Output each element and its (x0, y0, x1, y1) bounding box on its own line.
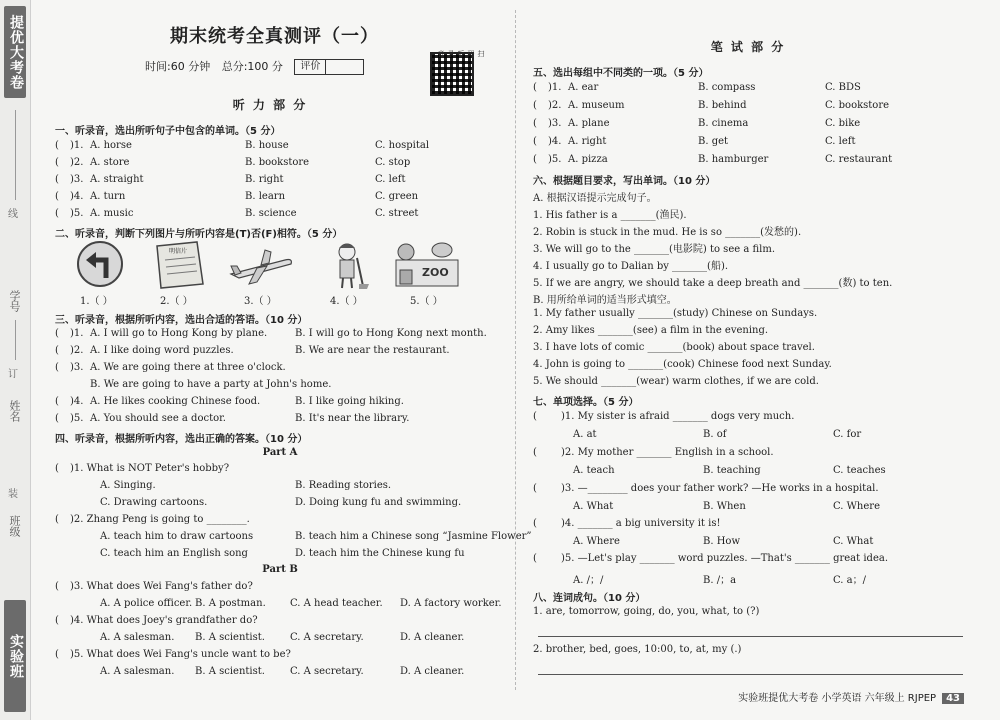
column-divider (515, 10, 516, 690)
answer-paren[interactable]: ( (55, 463, 59, 474)
answer-paren[interactable]: ( (55, 615, 59, 626)
answer-paren[interactable]: ( (533, 553, 537, 564)
section-1-title: 一、听录音，选出所听句子中包含的单词。（5 分） (55, 126, 281, 137)
postcard-icon (147, 240, 207, 290)
listening-heading: 听 力 部 分 (232, 98, 308, 112)
page-number: 43 (942, 693, 964, 704)
spine-seal-zhuang: 装 (8, 489, 18, 500)
spine-brand-top: 提优大考卷 (4, 6, 26, 98)
spine-field-class: 班级 (8, 515, 21, 537)
answer-paren[interactable]: ( (533, 100, 537, 111)
turn-left-sign-icon (72, 240, 132, 290)
spine-field-id: 学号 (8, 290, 21, 312)
answer-paren[interactable]: ( (55, 649, 59, 660)
footer-text: 实验班提优大考卷 小学英语 六年级上 RJPEP (738, 693, 937, 704)
exam-meta (145, 58, 372, 75)
list-item[interactable]: 5. We should _______(wear) warm clothes, if we are cold. (533, 376, 819, 387)
answer-paren[interactable]: ( (55, 581, 59, 592)
picture-label[interactable]: 1.（ ） (80, 296, 113, 307)
eval-label: 评价 (295, 59, 326, 75)
list-item[interactable]: 3. I have lots of comic _______(book) about space travel. (533, 342, 815, 353)
answer-paren[interactable]: ( (55, 174, 59, 185)
answer-paren[interactable]: ( (55, 413, 59, 424)
answer-paren[interactable]: ( (55, 514, 59, 525)
qr-caption: 扫码听录音 (437, 50, 485, 57)
list-item[interactable]: 1. His father is a _______(渔民). (533, 210, 687, 221)
section-7-title: 七、单项选择。（5 分） (533, 397, 639, 408)
exam-time: 时间:60 分钟 (145, 60, 211, 73)
answer-paren[interactable]: ( (533, 411, 537, 422)
part-b-heading: Part B (262, 564, 298, 575)
answer-paren[interactable]: ( (55, 140, 59, 151)
answer-paren[interactable]: ( (55, 191, 59, 202)
picture-label[interactable]: 2.（ ） (160, 296, 193, 307)
answer-paren[interactable]: ( (55, 328, 59, 339)
answer-paren[interactable]: ( (533, 518, 537, 529)
airplane-icon (227, 240, 297, 290)
list-item[interactable]: 3. We will go to the _______(电影院) to see a film. (533, 244, 776, 255)
section-6-title: 六、根据题目要求，写出单词。（10 分） (533, 176, 716, 187)
part-a-heading: Part A (262, 447, 298, 458)
zoo-icon (392, 240, 462, 290)
spine-line (15, 320, 16, 360)
answer-paren[interactable]: ( (55, 157, 59, 168)
person-sweeping-icon (317, 240, 377, 290)
qr-code-icon (430, 52, 474, 96)
eval-box[interactable] (294, 59, 364, 75)
picture-label[interactable]: 3.（ ） (244, 296, 277, 307)
answer-paren[interactable]: ( (55, 362, 59, 373)
answer-paren[interactable]: ( (55, 345, 59, 356)
binding-spine (0, 0, 31, 720)
list-item[interactable]: 1. My father usually _______(study) Chinese on Sundays. (533, 308, 818, 319)
list-item: 2. brother, bed, goes, 10:00, to, at, my (.) (533, 644, 742, 655)
picture-label[interactable]: 4.（ ） (330, 296, 363, 307)
answer-paren[interactable]: ( (533, 447, 537, 458)
answer-paren[interactable]: ( (533, 154, 537, 165)
page-footer (738, 689, 964, 704)
section-3-title: 三、听录音，根据所听内容，选出合适的答语。（10 分） (55, 315, 308, 326)
writing-heading: 笔 试 部 分 (710, 40, 786, 54)
list-item[interactable]: 5. If we are angry, we should take a deep breath and _______(数) to ten. (533, 278, 893, 289)
spine-brand-bottom: 实验班 (4, 600, 26, 712)
list-item[interactable]: 2. Robin is stuck in the mud. He is so _______(发愁的). (533, 227, 802, 238)
section-6-sub-a: A. 根据汉语提示完成句子。 (533, 193, 657, 204)
answer-paren[interactable]: ( (55, 396, 59, 407)
list-item[interactable]: 4. I usually go to Dalian by _______(船). (533, 261, 729, 272)
section-5-title: 五、选出每组中不同类的一项。（5 分） (533, 68, 709, 79)
exam-page: 提优大考卷 线 学号 订 姓名 装 班级 实验班 期末统考全真测评（一） 时间:60 分钟 总分:100 分 评价 扫码听录音 听 力 部 分 一、听录音，选出所听句子中包含的单词。（5 分） ( )1. A. horse B. house C. hospital ( )2. A. store B. bookstore C. stop ( )3. A. straight B. right C. left ( )4. A. turn B. learn C. green ( )5. A. music B. science C. street 二、听录音，判断下列图片与所听内容是(T)否(F)相符。（5 分） 明信片 ZOO 1.（ ） 2.（ ） 3.（ ） 4.（ ） 5.（ ） 三、听录音，根据所听内容，选出合适的答语。（10 分） ( )1. A. I will go to Hong Kong by plane. B. I will go to Hong Kong next month. ( )2. A. I like doing word puzzles. B. We are near the restaurant. ( )3. A. We are going there at three o'clock. B. We are going to have a party at John's home. ( )4. A. He likes cooking Chinese food. B. I like going hiking. ( )5. A. You should see a doctor. B. It's near the library. 四、听录音，根据所听内容，选出正确的答案。（10 分） Part A ( )1. What is NOT Peter's hobby? A. Singing. B. Reading stories. C. Drawing cartoons. D. Doing kung fu and swimming. ( )2. Zhang Peng is going to ________. A. teach him to draw cartoons B. teach him a Chinese song “Jasmine Flower” C. teach him an English song D. teach him the Chinese kung fu Part B ( )3. What does Wei Fang's father do? A. A police officer. B. A postman. C. A head teacher. D. A factory worker. ( )4. What does Joey's grandfather do? A. A salesman. B. A scientist. C. A secretary. D. A cleaner. ( )5. What does Wei Fang's uncle want to be? A. A salesman. B. A scientist. C. A secretary. D. A cleaner. 笔 试 部 分 五、选出每组中不同类的一项。（5 分） ( )1. A. ear B. compass C. BDS ( )2. A. museum B. behind C. bookstore ( )3. A. plane B. cinema C. bike ( )4. A. right B. get C. left ( )5. A. pizza B. hamburger C. restaurant 六、根据题目要求，写出单词。（10 分） A. 根据汉语提示完成句子。 1. His father is a _______(渔民). 2. Robin is stuck in the mud. He is so _______(发愁的). 3. We will go to the _______(电影院) to see a film. 4. I usually go to Dalian by _______(船). 5. If we are angry, we should take a deep breath and _______(数) to ten. B. 用所给单词的适当形式填空。 1. My father usually _______(study) Chinese on Sundays. 2. Amy likes _______(see) a film in the evening. 3. I have lots of comic _______(book) about space travel. 4. John is going to _______(cook) Chinese food next Sunday. 5. We should _______(wear) warm clothes, if we are cold. 七、单项选择。（5 分） ( )1. My sister is afraid _______ dogs very much. A. at B. of C. for ( )2. My mother _______ English in a school. A. teach B. teaching C. teaches ( )3. —________ does your father work? —He works in a hospital. A. What B. When C. Where ( )4. _______ a big university it is! A. Where B. How C. What ( )5. —Let's play _______ word puzzles. —That's _______ great idea. A. /；/ B. /；a C. a；/ 八、连词成句。（10 分） 1. are, tomorrow, going, do, you, what, to (?) 2. brother, bed, goes, 10:00, to, at, my (.) 实验班提优大考卷 小学英语 六年级上 RJPEP 43 (0, 0, 1000, 720)
answer-paren[interactable]: ( (533, 483, 537, 494)
spine-field-name: 姓名 (8, 400, 21, 422)
svg-text:明信片: 明信片 (169, 248, 188, 255)
spine-line (15, 110, 16, 200)
answer-line[interactable] (538, 674, 963, 675)
list-item[interactable]: 2. Amy likes _______(see) a film in the evening. (533, 325, 769, 336)
section-2-title: 二、听录音，判断下列图片与所听内容是(T)否(F)相符。（5 分） (55, 229, 343, 240)
exam-total: 总分:100 分 (221, 60, 283, 73)
answer-paren[interactable]: ( (55, 208, 59, 219)
spine-seal-xian: 线 (8, 209, 18, 220)
answer-paren[interactable]: ( (533, 118, 537, 129)
answer-paren[interactable]: ( (533, 136, 537, 147)
svg-text:ZOO: ZOO (422, 266, 449, 279)
section-6-sub-b: B. 用所给单词的适当形式填空。 (533, 295, 677, 306)
list-item[interactable]: 4. John is going to _______(cook) Chinese food next Sunday. (533, 359, 832, 370)
picture-row (72, 240, 492, 310)
spine-seal-ding: 订 (8, 369, 18, 380)
section-8-title: 八、连词成句。（10 分） (533, 593, 646, 604)
answer-paren[interactable]: ( (533, 82, 537, 93)
picture-label[interactable]: 5.（ ） (410, 296, 443, 307)
list-item: 1. are, tomorrow, going, do, you, what, to (?) (533, 606, 760, 617)
answer-line[interactable] (538, 636, 963, 637)
section-4-title: 四、听录音，根据所听内容，选出正确的答案。（10 分） (55, 434, 308, 445)
exam-title: 期末统考全真测评（一） (170, 26, 379, 47)
